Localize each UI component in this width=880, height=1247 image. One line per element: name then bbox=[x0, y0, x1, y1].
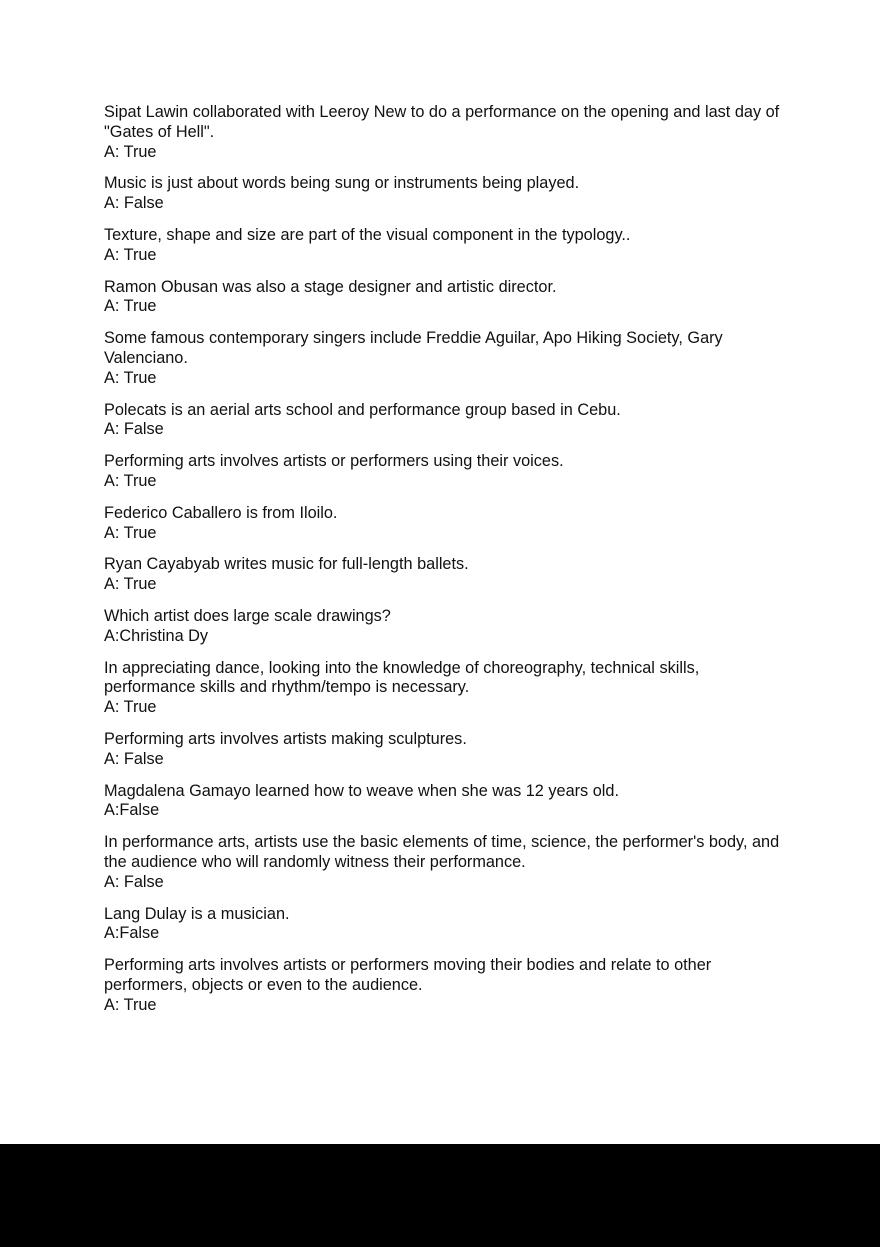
qa-item bbox=[104, 905, 784, 945]
answer-text: A: True bbox=[104, 471, 157, 490]
answer-text: A: True bbox=[104, 698, 157, 717]
qa-item bbox=[104, 278, 784, 318]
qa-item bbox=[104, 504, 784, 544]
qa-list bbox=[104, 103, 784, 1027]
question-text: Polecats is an aerial arts school and performance group based in Cebu. bbox=[104, 400, 621, 419]
answer-text: A:False bbox=[104, 801, 160, 820]
answer-text: A: True bbox=[104, 297, 157, 316]
answer-text: A: True bbox=[104, 368, 157, 387]
question-text: Performing arts involves artists or performers using their voices. bbox=[104, 452, 564, 471]
question-text: Magdalena Gamayo learned how to weave when she was 12 years old. bbox=[104, 781, 619, 800]
bottom-black-band bbox=[0, 1144, 880, 1247]
qa-item bbox=[104, 607, 784, 647]
question-text: Lang Dulay is a musician. bbox=[104, 904, 290, 923]
question-text: Music is just about words being sung or instruments being played. bbox=[104, 174, 580, 193]
answer-text: A: True bbox=[104, 995, 157, 1014]
question-text: Some famous contemporary singers include Freddie Aguilar, Apo Hiking Society, Gary Valenciano. bbox=[104, 329, 723, 367]
qa-item bbox=[104, 226, 784, 266]
answer-text: A: True bbox=[104, 523, 157, 542]
answer-text: A: True bbox=[104, 245, 157, 264]
question-text: Ramon Obusan was also a stage designer and artistic director. bbox=[104, 277, 557, 296]
qa-item bbox=[104, 956, 784, 1015]
qa-item bbox=[104, 174, 784, 214]
question-text: In performance arts, artists use the basic elements of time, science, the performer's body, and the audience who will randomly witness their performance. bbox=[104, 833, 780, 871]
question-text: Federico Caballero is from Iloilo. bbox=[104, 503, 338, 522]
question-text: Texture, shape and size are part of the visual component in the typology.. bbox=[104, 225, 631, 244]
question-text: Performing arts involves artists or performers moving their bodies and relate to other performers, objects or even to the audience. bbox=[104, 956, 712, 994]
qa-item bbox=[104, 103, 784, 162]
answer-text: A:False bbox=[104, 924, 160, 943]
question-text: Sipat Lawin collaborated with Leeroy New to do a performance on the opening and last day of "Gates of Hell". bbox=[104, 103, 780, 141]
question-text: Performing arts involves artists making sculptures. bbox=[104, 729, 467, 748]
qa-item bbox=[104, 782, 784, 822]
answer-text: A: False bbox=[104, 194, 164, 213]
answer-text: A: False bbox=[104, 872, 164, 891]
question-text: Which artist does large scale drawings? bbox=[104, 606, 391, 625]
question-text: In appreciating dance, looking into the knowledge of choreography, technical skills, performance skills and rhythm/tempo is necessary. bbox=[104, 658, 700, 697]
answer-text: A:Christina Dy bbox=[104, 626, 209, 645]
answer-text: A: False bbox=[104, 420, 164, 439]
answer-text: A: False bbox=[104, 749, 164, 768]
qa-item bbox=[104, 833, 784, 892]
qa-item bbox=[104, 329, 784, 388]
qa-item bbox=[104, 555, 784, 595]
answer-text: A: True bbox=[104, 575, 157, 594]
qa-item bbox=[104, 659, 784, 718]
qa-item bbox=[104, 730, 784, 770]
question-text: Ryan Cayabyab writes music for full-length ballets. bbox=[104, 555, 469, 574]
qa-item bbox=[104, 452, 784, 492]
qa-item bbox=[104, 401, 784, 441]
answer-text: A: True bbox=[104, 142, 157, 161]
